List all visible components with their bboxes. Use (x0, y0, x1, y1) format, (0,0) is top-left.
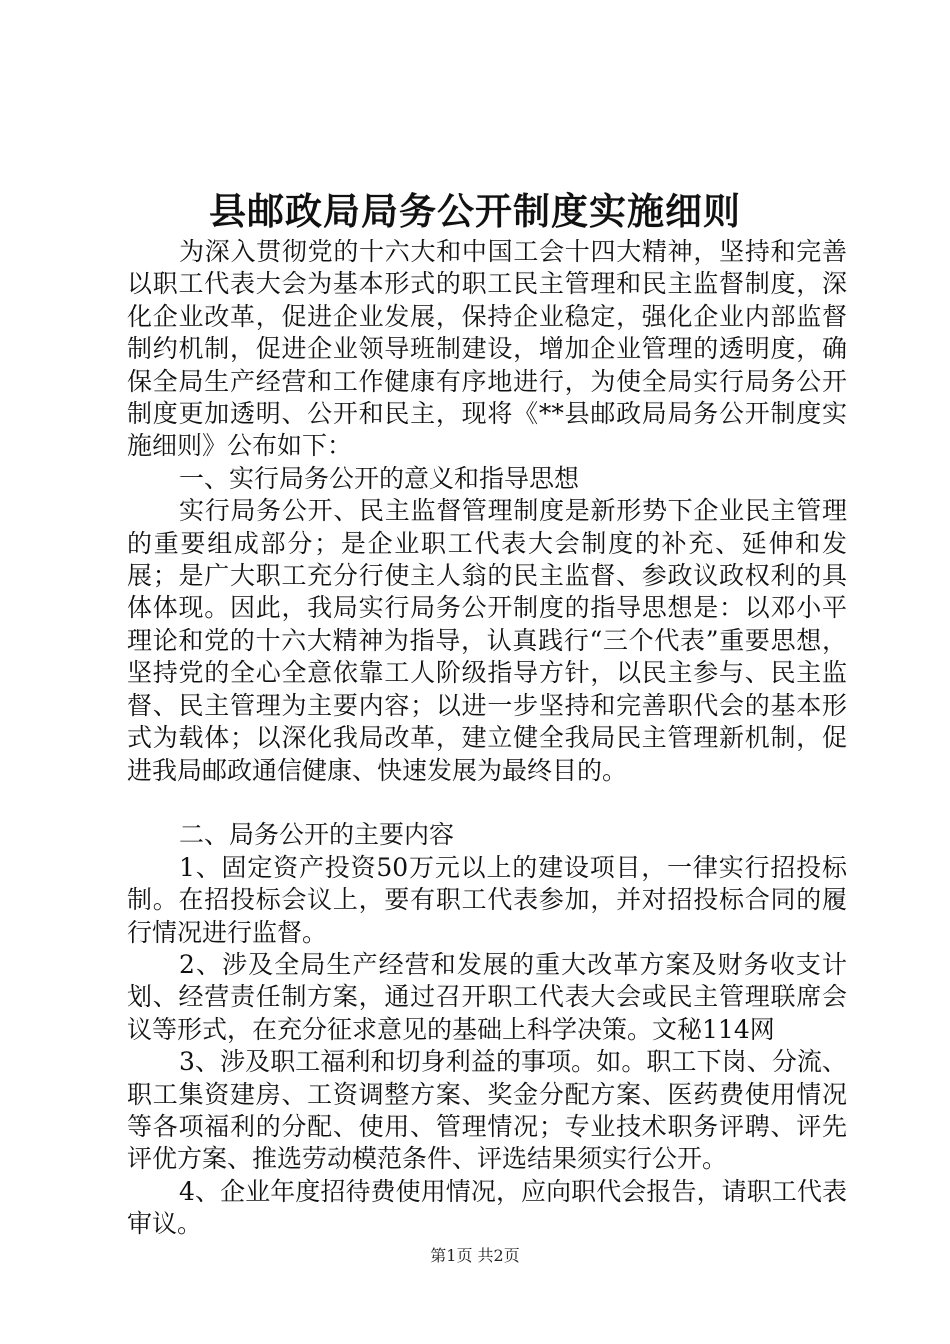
page-footer: 第1页 共2页 (430, 1246, 520, 1265)
item-1-paragraph: 1、固定资产投资50万元以上的建设项目，一律实行招投标制。在招投标会议上，要有职工代表参加，并对招投标合同的履行情况进行监督。 (127, 852, 847, 947)
document-title: 县邮政局局务公开制度实施细则 (209, 189, 741, 233)
blank-line (127, 787, 847, 819)
item-3-paragraph: 3、涉及职工福利和切身利益的事项。如。职工下岗、分流、职工集资建房、工资调整方案、奖金分配方案、医药费使用情况等各项福利的分配、使用、管理情况；专业技术职务评聘、评先评优方案、推选劳动模范条件、评选结果须实行公开。 (127, 1047, 847, 1174)
section-heading-1: 一、实行局务公开的意义和指导思想 (179, 463, 580, 493)
item-2-paragraph: 2、涉及全局生产经营和发展的重大改革方案及财务收支计划、经营责任制方案，通过召开职工代表大会或民主管理联席会议等形式，在充分征求意见的基础上科学决策。文秘114网 (127, 949, 847, 1044)
item-4-paragraph: 4、企业年度招待费使用情况，应向职代会报告，请职工代表审议。 (127, 1176, 847, 1239)
section-1-paragraph: 实行局务公开、民主监督管理制度是新形势下企业民主管理的重要组成部分；是企业职工代表大会制度的补充、延伸和发展；是广大职工充分行使主人翁的民主监督、参政议政权利的具体体现。因此，我局实行局务公开制度的指导思想是：以邓小平理论和党的十六大精神为指导，认真践行“三个代表”重要思想，坚持党的全心全意依靠工人阶级指导方针，以民主参与、民主监督、民主管理为主要内容；以进一步坚持和完善职代会的基本形式为载体；以深化我局改革，建立健全我局民主管理新机制，促进我局邮政通信健康、快速发展为最终目的。 (127, 496, 847, 785)
intro-paragraph: 为深入贯彻党的十六大和中国工会十四大精神，坚持和完善以职工代表大会为基本形式的职工民主管理和民主监督制度，深化企业改革，促进企业发展，保持企业稳定，强化企业内部监督制约机制，促进企业领导班制建设，增加企业管理的透明度，确保全局生产经营和工作健康有序地进行，为使全局实行局务公开制度更加透明、公开和民主，现将《**县邮政局局务公开制度实施细则》公布如下： (127, 237, 847, 461)
document-body (127, 236, 847, 1241)
section-heading-2: 二、局务公开的主要内容 (179, 820, 455, 850)
